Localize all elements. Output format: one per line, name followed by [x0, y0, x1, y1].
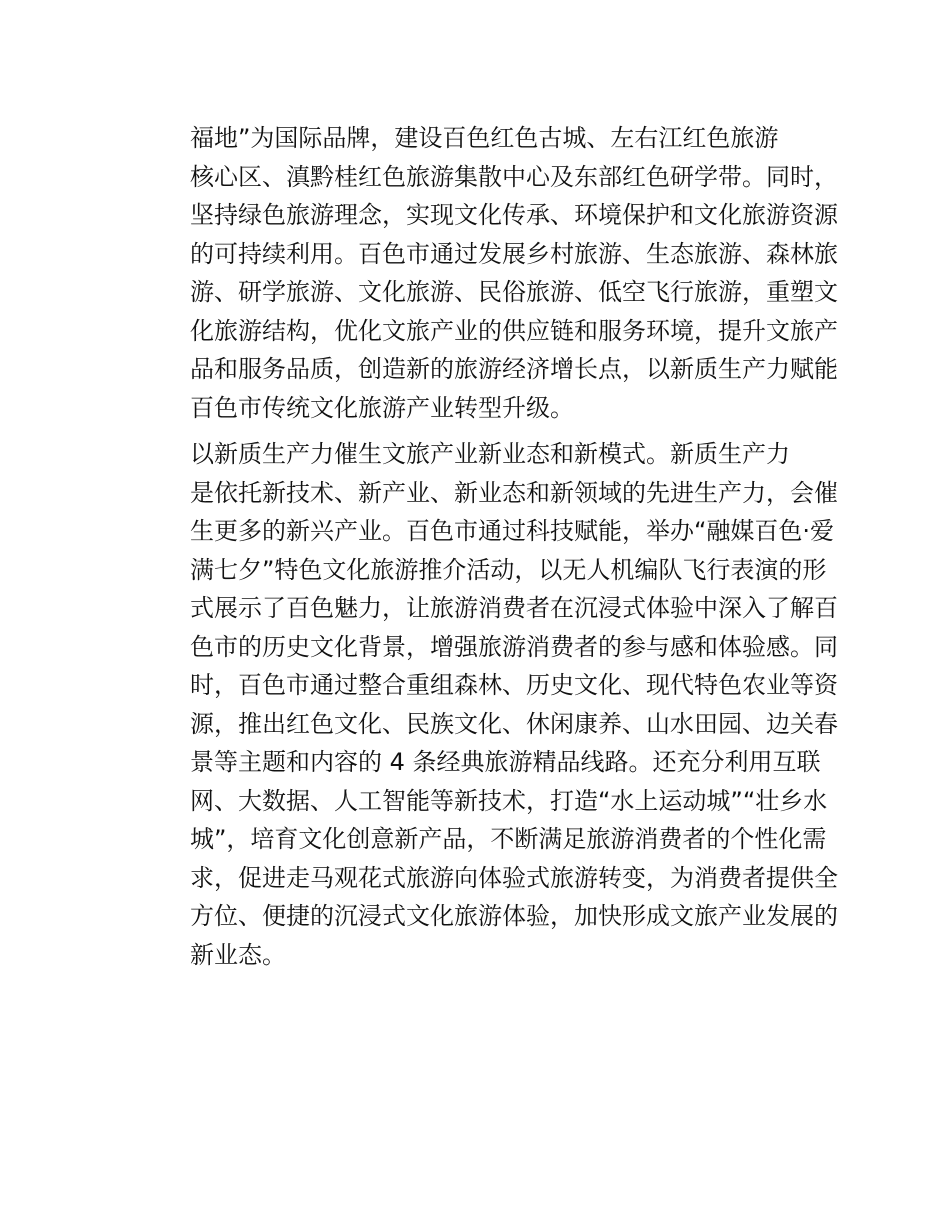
text-line: 新业态。 [190, 940, 286, 969]
text-line: 满七夕”特色文化旅游推介活动，以无人机编队飞行表演的形 [190, 555, 827, 584]
text-line: 以新质生产力催生文旅产业新业态和新模式。新质生产力 [190, 440, 790, 468]
text-line: 的可持续利用。百色市通过发展乡村旅游、生态旅游、森林旅 [190, 239, 838, 268]
text-line: 色市的历史文化背景，增强旅游消费者的参与感和体验感。同 [190, 632, 838, 661]
text-line: 式展示了百色魅力，让旅游消费者在沉浸式体验中深入了解百 [190, 594, 838, 622]
text-line: 网、大数据、人工智能等新技术，打造“水上运动城”“壮乡水 [190, 786, 828, 815]
text-line: 时，百色市通过整合重组森林、历史文化、现代特色农业等资 [190, 671, 838, 699]
text-line: 是依托新技术、新产业、新业态和新领域的先进生产力，会催 [190, 478, 838, 507]
text-line: 坚持绿色旅游理念，实现文化传承、环境保护和文化旅游资源 [190, 201, 838, 229]
text-line: 品和服务品质，创造新的旅游经济增长点，以新质生产力赋能 [190, 355, 838, 383]
text-line: 景等主题和内容的 4 条经典旅游精品线路。还充分利用互联 [190, 748, 821, 776]
text-line: 城”，培育文化创意新产品，不断满足旅游消费者的个性化需 [190, 825, 827, 853]
text-line: 福地”为国际品牌，建设百色红色古城、左右江红色旅游 [190, 124, 779, 152]
text-line: 核心区、滇黔桂红色旅游集散中心及东部红色研学带。同时， [190, 162, 838, 191]
paragraph-1 [142, 119, 838, 427]
text-line: 化旅游结构，优化文旅产业的供应链和服务环境，提升文旅产 [190, 316, 838, 345]
text-line: 百色市传统文化旅游产业转型升级。 [190, 393, 574, 422]
text-line: 源，推出红色文化、民族文化、休闲康养、山水田园、边关春 [190, 709, 838, 738]
text-line: 游、研学旅游、文化旅游、民俗旅游、低空飞行旅游，重塑文 [190, 278, 838, 306]
text-line: 方位、便捷的沉浸式文化旅游体验，加快形成文旅产业发展的 [190, 902, 838, 930]
text-line: 生更多的新兴产业。百色市通过科技赋能，举办“融媒百色·爱 [190, 517, 835, 545]
text-line: 求，促进走马观花式旅游向体验式旅游转变，为消费者提供全 [190, 863, 838, 892]
paragraph-2 [142, 435, 838, 974]
body-text [142, 119, 838, 982]
